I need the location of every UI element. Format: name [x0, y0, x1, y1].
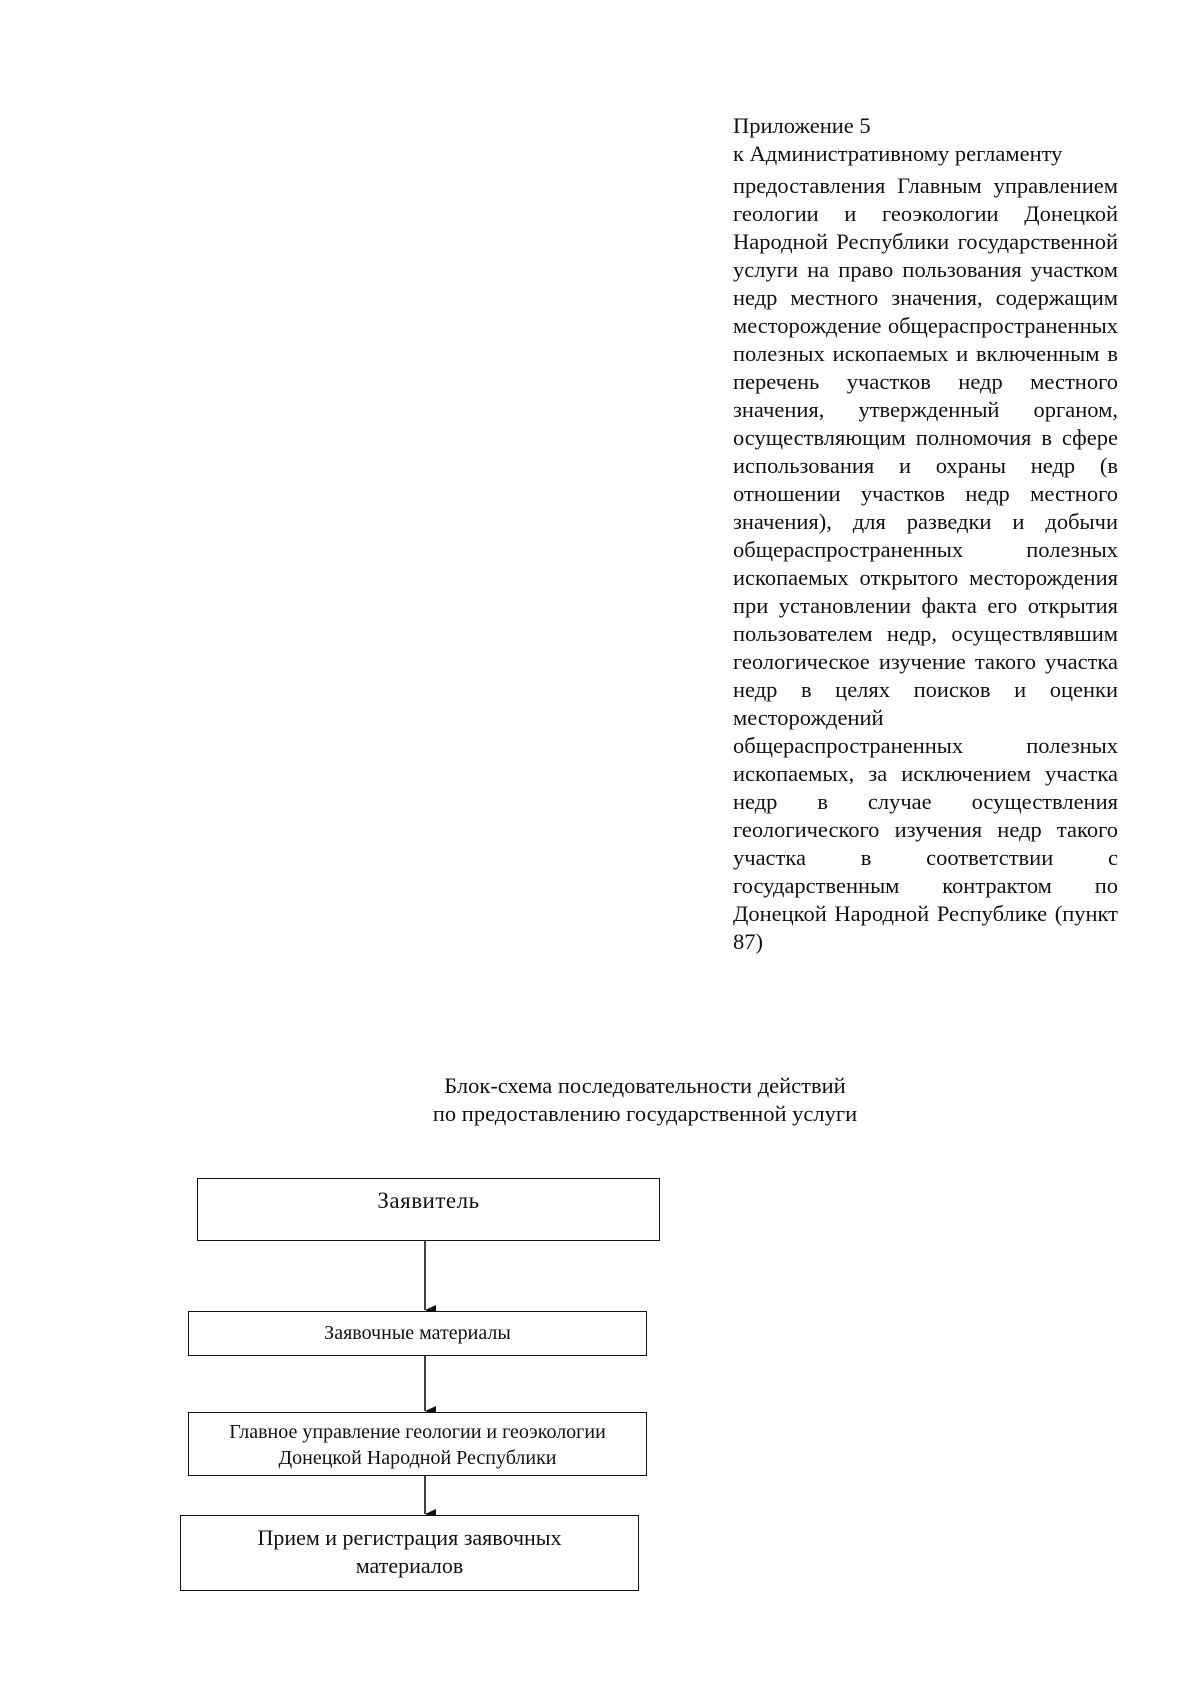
- flowchart-box-reception-registration-line-1: Прием и регистрация заявочных: [257, 1525, 562, 1550]
- appendix-number: Приложение 5: [733, 113, 871, 138]
- flowchart-box-reception-registration: [180, 1515, 639, 1591]
- flowchart-box-applicant: [197, 1178, 660, 1241]
- flowchart-box-main-department-line-1: Главное управление геологии и геоэкологии: [229, 1421, 606, 1443]
- appendix-header: [733, 112, 1118, 956]
- appendix-description: предоставления Главным управлением геологии и геоэкологии Донецкой Народной Республики государственной услуги на право пользования участком недр местного значения, содержащим месторождение общераспространенных полезных ископаемых и включенным в перечень участков недр местного значения, утвержденный органом, осуществляющим полномочия в сфере использования и охраны недр (в отношении участков недр местного значения), для разведки и добычи общераспространенных полезных ископаемых открытого месторождения при установлении факта его открытия пользователем недр, осуществлявшим геологическое изучение такого участка недр в целях поисков и оценки месторождений общераспространенных полезных ископаемых, за исключением участка недр в случае осуществления геологического изучения недр такого участка в соответствии с государственным контрактом по Донецкой Народной Республике (пункт 87): [733, 173, 1118, 954]
- flowchart-title-line-2: по предоставлению государственной услуги: [432, 1101, 858, 1126]
- flowchart-box-main-department-line-2: Донецкой Народной Республики: [278, 1447, 557, 1469]
- flowchart-box-main-department: [188, 1412, 647, 1476]
- flowchart-box-reception-registration-line-2: материалов: [355, 1553, 464, 1578]
- appendix-reference: к Административному регламенту: [733, 141, 1063, 166]
- flowchart-title: [300, 1072, 990, 1128]
- flowchart-box-applicant-label: Заявитель: [377, 1188, 480, 1213]
- flowchart-box-application-materials-label: Заявочные материалы: [324, 1322, 511, 1344]
- flowchart-box-application-materials: [188, 1311, 647, 1356]
- flowchart-title-line-1: Блок-схема последовательности действий: [444, 1073, 846, 1098]
